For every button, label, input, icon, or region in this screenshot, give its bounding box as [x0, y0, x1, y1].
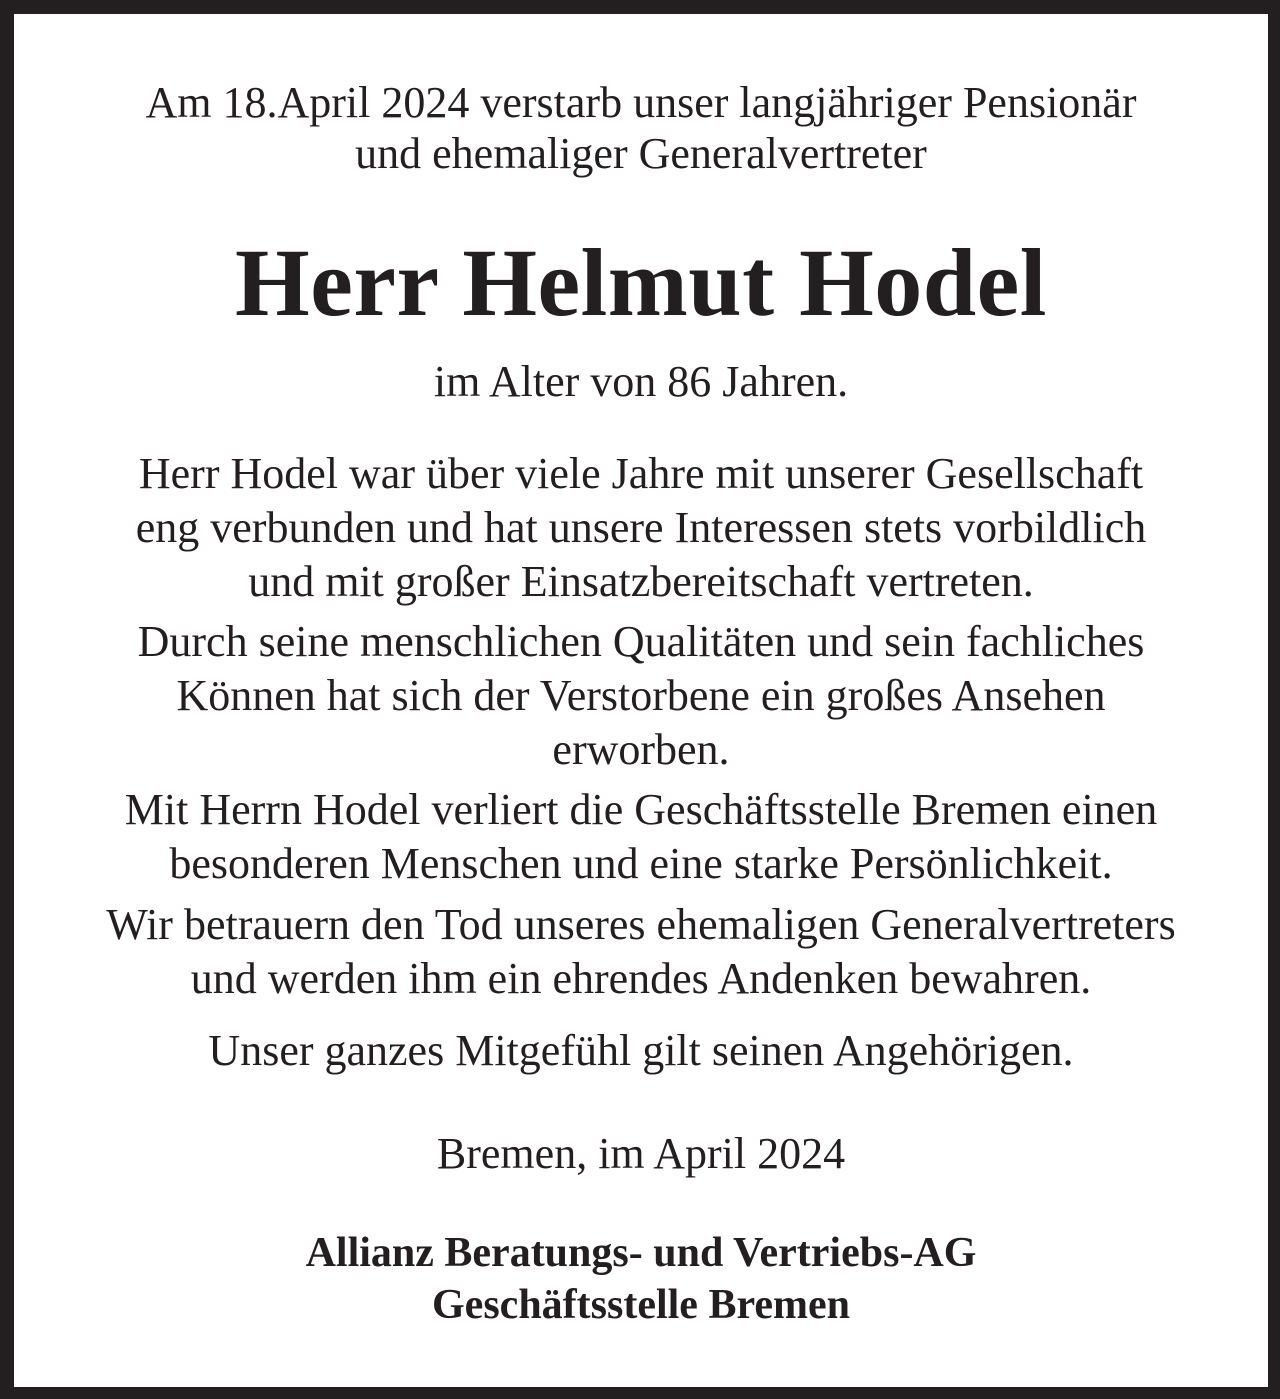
- paragraph4-line-2: und werden ihm ein ehrendes Andenken bewahren.: [190, 954, 1092, 1003]
- paragraph1-line-3: und mit großer Einsatzbereitschaft vertreten.: [248, 557, 1034, 606]
- paragraph4-line-1: Wir betrauern den Tod unseres ehemaligen Generalvertreters: [106, 900, 1176, 949]
- paragraph1-line-2: eng verbunden und hat unsere Interessen stets vorbildlich: [135, 503, 1147, 552]
- deceased-name: Herr Helmut Hodel: [235, 229, 1047, 336]
- intro-line-1: Am 18.April 2024 verstarb unser langjähriger Pensionär: [145, 78, 1137, 127]
- intro-line-2: und ehemaliger Generalvertreter: [355, 129, 927, 178]
- paragraph2-line-3: erworben.: [552, 725, 730, 774]
- paragraph1-line-1: Herr Hodel war über viele Jahre mit unserer Gesellschaft: [138, 449, 1144, 498]
- paragraph3-line-1: Mit Herrn Hodel verliert die Geschäftsstelle Bremen einen: [124, 785, 1158, 834]
- signature-company: Allianz Beratungs- und Vertriebs-AG: [305, 1230, 977, 1276]
- signature-office: Geschäftsstelle Bremen: [432, 1282, 850, 1328]
- paragraph2-line-2: Können hat sich der Verstorbene ein großes Ansehen: [176, 671, 1106, 720]
- place-date: Bremen, im April 2024: [436, 1129, 846, 1178]
- paragraph3-line-2: besonderen Menschen und eine starke Persönlichkeit.: [169, 839, 1113, 888]
- age-line: im Alter von 86 Jahren.: [433, 357, 849, 406]
- condolence-line: Unser ganzes Mitgefühl gilt seinen Angehörigen.: [208, 1026, 1074, 1075]
- paragraph2-line-1: Durch seine menschlichen Qualitäten und sein fachliches: [137, 617, 1145, 666]
